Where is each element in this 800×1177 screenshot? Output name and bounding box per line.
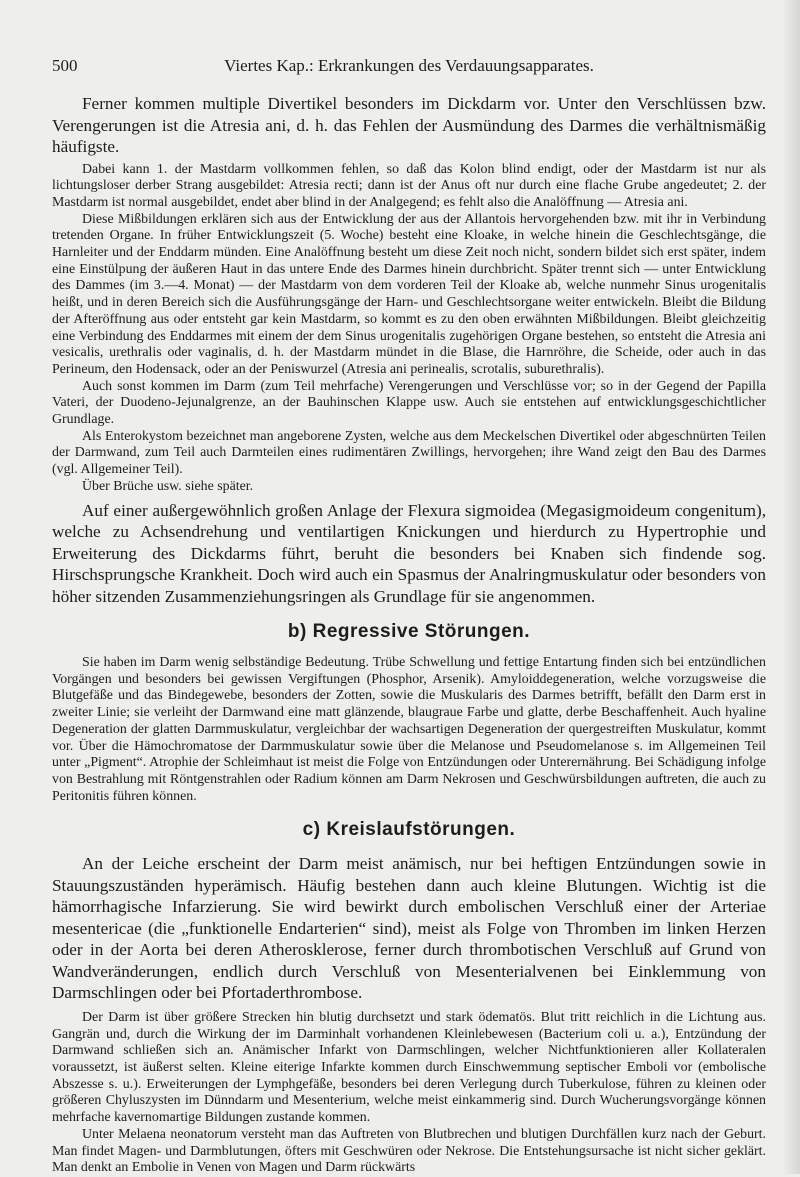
section-heading-regressive: b) Regressive Störungen. (287, 621, 531, 643)
paragraph-development: Diese Mißbildungen erklären sich aus der Entwicklung der aus der Allantois hervorgehenden bzw. mit ihr in Verbindung tretenden Organe. In früher Entwicklungszeit (5. Woche) besteht eine Kloake, in welche hinein die Geschlechtsgänge, die Harnleiter und der Enddarm münden. Eine Analöffnung besteht um diese Zeit noch nicht, sondern bildet sich erst später, indem eine Einstülpung der äußeren Haut in das untere Ende des Darmes hinein durchbricht. Später trennt sich — unter Entwicklung des Dammes (im 3.—4. Monat) — der Mastdarm von dem vorderen Teil der Kloake ab, welche nunmehr Sinus urogenitalis heißt, und in deren Bereich sich die Ausführungsgänge der Harn- und Geschlechtsorgane weiter entwickeln. Bleibt die Bildung der Afteröffnung aus oder entsteht gar kein Mastdarm, so kommt es zu den oben erwähnten Mißbildungen. Bleibt gleichzeitig eine Verbindung des Enddarmes mit einem der dem Sinus urogenitalis zugehörigen Organe bestehen, so entsteht die Atresia ani vesicalis, urethralis oder vaginalis, d. h. der Mastdarm mündet in die Blase, die Harnröhre, die Scheide, oder auch in das Perineum, den Hodensack, oder an der Peniswurzel (Atresia ani perinealis, scrotalis, suburethralis). (52, 211, 766, 377)
paragraph-diverticula: Ferner kommen multiple Divertikel besonders im Dickdarm vor. Unter den Verschlüssen bzw. Verengerungen ist die Atresia ani, d. h. das Fehlen der Ausmündung des Darmes die verhältnismäßig häufigste. (52, 94, 766, 156)
paragraph-hernias: Über Brüche usw. siehe später. (82, 478, 254, 494)
section-heading-circulation: c) Kreislaufstörungen. (302, 819, 516, 841)
running-title: Viertes Kap.: Erkrankungen des Verdauungsapparates. (224, 56, 594, 75)
page-number: 500 (52, 56, 78, 75)
book-page (52, 56, 766, 1177)
paragraph-hirschsprung: Auf einer außergewöhnlich großen Anlage der Flexura sigmoidea (Megasigmoideum congenitum), welche zu Achsendrehung und ventilartigen Knickungen und hierdurch zu Hypertrophie und Erweiterung des Dickdarms führt, beruht die besonders bei Knaben sich findende sog. Hirschsprungsche Krankheit. Doch wird auch ein Spasmus der Analringmuskulatur oder besonders von höher sitzenden Zusammenziehungsringen als Grundlage für sie angenommen. (52, 500, 766, 606)
page-edge-shadow (782, 0, 800, 1174)
paragraph-regressive: Sie haben im Darm wenig selbständige Bedeutung. Trübe Schwellung und fettige Entartung finden sich bei entzündlichen Vorgängen und besonders bei gewissen Vergiftungen (Phosphor, Arsenik). Amyloiddegeneration, welche vorzugsweise die Blutgefäße und das Bindegewebe, besonders der Zotten, sowie die Muskularis des Darmes betrifft, befällt den Darm erst in zweiter Linie; sie verleiht der Darmwand eine matt glänzende, blaugraue Farbe und glatte, derbe Beschaffenheit. Auch hyaline Degeneration der glatten Darmmuskulatur, vergleichbar der wachsartigen Degeneration der quergestreiften Muskulatur, kommt vor. Über die Hämochromatose der Darmmuskulatur sowie über die Melanose und Pseudomelanose s. im Allgemeinen Teil unter „Pigment“. Atrophie der Schleimhaut ist meist die Folge von Entzündungen oder Unterernährung. Bei Schädigung infolge von Bestrahlung mit Röntgenstrahlen oder Radium können am Darm Nekrosen und Geschwürsbildungen auftreten, die auch zu Peritonitis führen können. (52, 655, 766, 804)
paragraph-circulation: An der Leiche erscheint der Darm meist anämisch, nur bei heftigen Entzündungen sowie in Stauungszuständen hyperämisch. Häufig bestehen dann auch kleine Blutungen. Wichtig ist die hämorrhagische Infarzierung. Sie wird bewirkt durch embolischen Verschluß einer der Arteriae mesentericae (die „funktionelle Endarterien“ sind), meist als Folge von Thromben im linken Herzen oder in der Aorta bei deren Atherosklerose, ferner durch thrombotischen Verschluß auf Grund von Wandveränderungen, endlich durch Verschluß von Mesenterialvenen bei Einklemmung von Darmschlingen oder bei Pfortaderthrombose. (52, 854, 766, 1003)
paragraph-enterokystom: Als Enterokystom bezeichnet man angeborene Zysten, welche aus dem Meckelschen Divertikel oder abgeschnürten Teilen der Darmwand, zum Teil auch Darmteilen eines rudimentären Zwillings, hervorgehen; ihre Wand zeigt den Bau des Darmes (vgl. Allgemeiner Teil). (52, 428, 766, 478)
paragraph-melaena: Unter Melaena neonatorum versteht man das Auftreten von Blutbrechen und blutigen Durchfällen kurz nach der Geburt. Man findet Magen- und Darmblutungen, öfters mit Geschwüren oder Nekrose. Die Entstehungsursache ist nicht sicher geklärt. Man denkt an Embolie in Venen von Magen und Darm rückwärts (52, 1126, 766, 1176)
paragraph-infarct: Der Darm ist über größere Strecken hin blutig durchsetzt und stark ödematös. Blut tritt reichlich in die Lichtung aus. Gangrän und, durch die Wirkung der im Darminhalt vorhandenen Kleinlebewesen (Bacterium coli u. a.), Entzündung der Darmwand schließen sich an. Anämischer Infarkt von Darmschlingen, welcher Nichtfunktionieren aller Kollateralen voraussetzt, ist äußerst selten. Kleine eiterige Infarkte kommen durch Einschwemmung septischer Emboli vor (embolische Abszesse s. u.). Erweiterungen der Lymphgefäße, besonders bei deren Verlegung durch Tuberkulose, führen zu kleinen oder größeren Chyluszysten im Dünndarm und Mesenterium, welche meist einkammerig sind. Durch Wucherungsvorgänge können mehrfache kavernomartige Bildungen zustande kommen. (52, 1009, 766, 1126)
paragraph-atresia-types: Dabei kann 1. der Mastdarm vollkommen fehlen, so daß das Kolon blind endigt, oder der Mastdarm ist nur als lichtungsloser derber Strang ausgebildet: Atresia recti; dann ist der Anus oft nur durch eine flache Grube angedeutet; 2. der Mastdarm ist normal ausgebildet, endet aber blind in der Analgegend; es fehlt also die Analöffnung — Atresia ani. (52, 161, 766, 210)
running-header (52, 56, 766, 76)
paragraph-stenoses: Auch sonst kommen im Darm (zum Teil mehrfache) Verengerungen und Verschlüsse vor; so in der Gegend der Papilla Vateri, der Duodeno-Jejunalgrenze, an der Bauhinschen Klappe usw. Auch sie entstehen auf entwicklungsgeschichtlicher Grundlage. (52, 378, 766, 428)
